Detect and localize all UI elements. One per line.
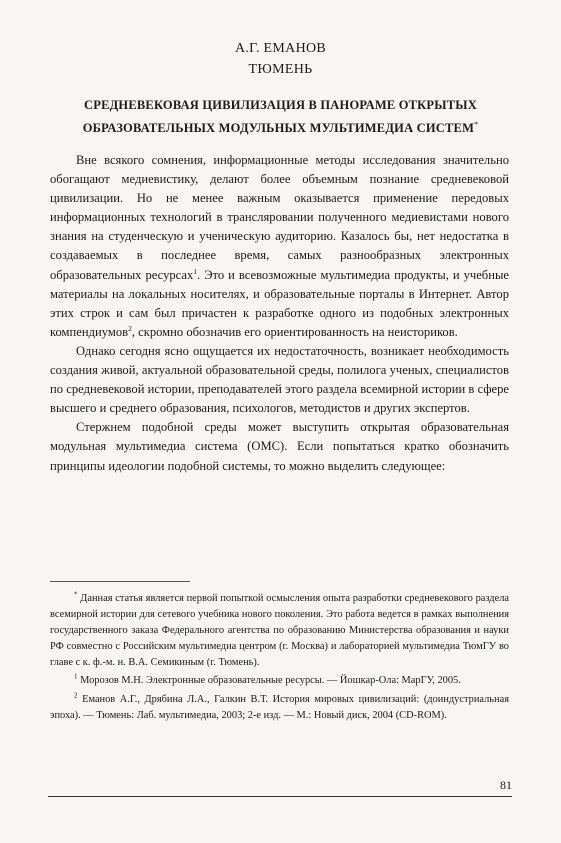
paragraph-1-part-a: Вне всякого сомнения, информационные методы исследования значительно обогащают медиевистику, делают более объемным познание средневековой цивилизации. Но не менее важным оказывается применение передовых информационных технологий в трансляровании полученного медиевистами нового знания на студенческую и ученическую аудиторию. Казалось бы, нет недостатка в создаваемых в последнее время, самых разнообразных электронных образовательных ресурсах [50,153,509,282]
paragraph-1-part-c: , скромно обозначив его ориентированность на неисториков. [131,324,458,339]
page-number: 81 [500,778,512,792]
paragraph-2: Однако сегодня ясно ощущается их недостаточность, возникает необходимость создания живой, актуальной образовательной среды, полилога ученых, специалистов по средневековой истории, преподавателей этого раздела всемирной истории в сфере высшего и среднего образования, психологов, методистов и других экспертов. [50,343,509,416]
footnote-mark: * [74,590,78,599]
footnote-separator [50,581,190,582]
author-city: ТЮМЕНЬ [248,62,313,77]
footnote-item [50,673,509,689]
article-title [40,96,521,138]
footnote-text: Морозов М.Н. Электронные образовательные ресурсы. — Йошкар-Ола: МарГУ, 2005. [77,675,461,687]
footnote-item [50,591,509,671]
footnote-item [50,692,509,724]
footnote-ref-2: 2 [128,323,132,333]
footnote-text: Данная статья является первой попыткой осмысления опыта разработки средневекового раздела всемирной истории для сетевого учебника нового поколения. Это работа ведется в рамках выполнения государственного заказа Федерального агентства по образованию Министерства образования и науки РФ совместно с Российским мультимедиа центром (г. Москва) и лабораторией мультимедиа ТюмГУ во главе с к. ф.-м. н. В.А. Семикиным (г. Тюмень). [50,593,509,669]
paragraph-1-part-b: . Это и всевозможные мультимедиа продукты, и учебные материалы на локальных носителях, и образовательные порталы в Интернет. Автор этих строк и сам был причастен к разработке одного из подобных электронных компендиумов [50,267,509,339]
footnote-mark: 1 [74,673,78,681]
article-body [50,151,509,476]
page-bottom-rule [48,796,512,797]
title-footnote-mark: * [474,120,479,129]
paragraph-3: Стержнем подобной среды может выступить открытая образовательная модульная мультимедиа система (ОМС). Если попытаться кратко обозначить принципы идеологии подобной системы, то можно выделить следующее: [50,420,509,473]
footnote-text: Еманов А.Г., Дрябина Л.А., Галкин В.Т. История мировых цивилизаций: (доиндустриальная эпоха). — Тюмень: Лаб. мультимедиа, 2003; 2-е изд. — М.: Новый диск, 2004 (CD-ROM). [50,693,509,721]
title-line-1: СРЕДНЕВЕКОВАЯ ЦИВИЛИЗАЦИЯ В ПАНОРАМЕ ОТКРЫТЫХ [84,98,477,112]
title-line-2: ОБРАЗОВАТЕЛЬНЫХ МОДУЛЬНЫХ МУЛЬТИМЕДИА СИСТЕМ [82,121,475,136]
footnote-mark: 2 [74,691,78,700]
paragraph-1 [50,151,509,342]
author-name: А.Г. ЕМАНОВ [234,41,327,56]
footnotes [50,591,509,726]
footnote-ref-1: 1 [193,266,198,276]
